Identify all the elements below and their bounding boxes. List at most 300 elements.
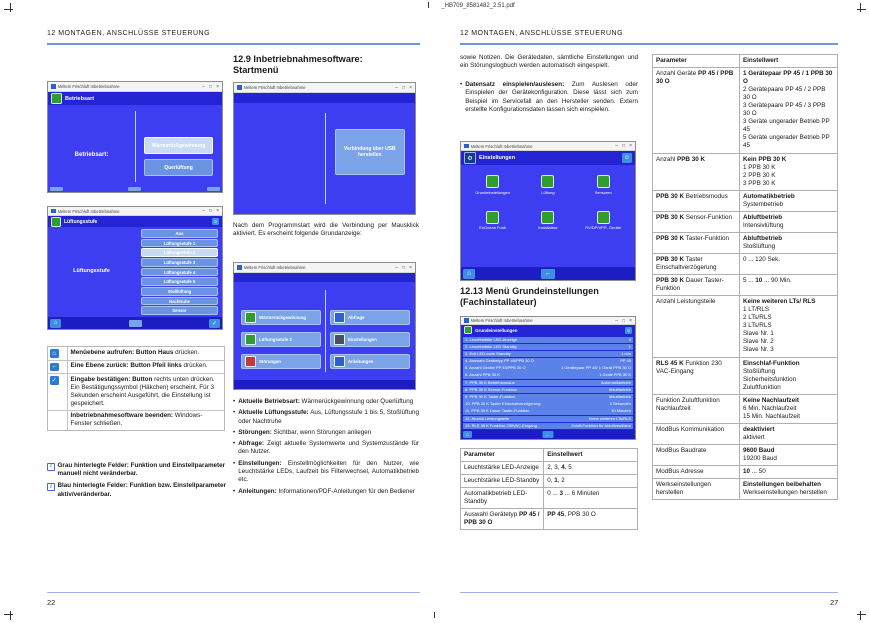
chapter-header: 12 MONTAGEN, ANSCHLÜSSE STEUERUNG	[460, 30, 624, 37]
value-line: 5 Geräte ungerader Betrieb PP 45	[742, 134, 830, 150]
parameter-cell: PPB 30 K Taster-Funktion	[653, 232, 740, 253]
value-line: Zuluftfunktion	[742, 383, 781, 391]
app-body	[461, 165, 635, 267]
page-number: 27	[830, 598, 839, 607]
value-line: Einstellungen beibehalten	[742, 481, 821, 489]
settings-grid-item	[520, 175, 575, 195]
home-menu-right	[330, 310, 410, 369]
screenshot-menu-button	[330, 332, 410, 347]
screenshot-button: Lüftungsstufe 3	[141, 258, 218, 267]
settings-table	[460, 448, 638, 530]
sensors-icon	[597, 175, 610, 188]
bullet-dot: •	[233, 409, 236, 417]
list-row-name: 9. PPB 30 K Taster-Funktion	[465, 394, 516, 399]
value-cell	[739, 253, 837, 274]
list-row-name: 7. PPB 30 K Betriebsmodus	[465, 379, 515, 385]
settings-table	[652, 54, 838, 500]
bullet-item	[460, 81, 638, 114]
value-line: Systembetrieb	[742, 200, 784, 208]
window-title: Meltem Frischluft Inbetriebnahme	[57, 208, 120, 214]
window-controls	[615, 318, 632, 324]
settings-grid-item	[465, 175, 520, 195]
minimize-icon: –	[202, 83, 206, 90]
list-row	[463, 401, 633, 408]
corner-tab	[128, 187, 141, 191]
table-header-row	[461, 449, 638, 462]
maximize-icon: □	[209, 83, 213, 90]
window-titlebar	[461, 142, 635, 151]
list-row-name: 4. Auswahl Gerätetyp PP 45/PPB 30 O	[465, 358, 534, 364]
middle-tab	[129, 320, 142, 327]
app-header-bar	[461, 325, 635, 335]
grid-item-label: EnOcean Funk	[479, 225, 506, 230]
document-icon	[334, 356, 345, 367]
parameter-cell: Anzahl Leistungsteile	[653, 296, 740, 357]
list-row	[463, 380, 633, 387]
list-row-value: 10 Minuten	[611, 408, 631, 414]
list-row-value: 1 Gerätepaar PP 45/ 1 Gerät PPB 30 O	[561, 365, 631, 371]
value-cell	[544, 475, 638, 488]
list-row-value: Automatikbetrieb	[600, 379, 631, 385]
legend-icon-cell	[48, 411, 68, 430]
screenshot-betriebsart-window	[47, 81, 223, 193]
table-row	[653, 190, 838, 211]
screenshot-button: Querlüftung	[144, 159, 213, 176]
parameter-cell: RLS 45 K Funktion 230 VAC-Eingang	[653, 357, 740, 394]
home-icon: ⌂	[50, 349, 59, 358]
value-line: PP 45, PPB 30 O	[547, 511, 596, 519]
screenshot-button: Nachtruhe	[141, 297, 218, 306]
close-icon: ×	[216, 208, 219, 214]
user-icon: ☺	[623, 155, 631, 161]
list-row	[463, 408, 633, 415]
legend-text: Inbetriebnahmesoftware beenden: Windows-Fenster schließen.	[70, 412, 203, 428]
usb-connect-button: Verbindung über USB herstellen	[335, 129, 406, 175]
manual-page-22	[47, 30, 420, 607]
window-titlebar	[48, 82, 222, 92]
info-note	[47, 482, 227, 498]
screenshot-menu-button	[241, 332, 321, 347]
window-controls	[202, 84, 219, 90]
bullet-dot: •	[233, 459, 236, 467]
info-notes	[47, 462, 227, 503]
value-cell	[739, 232, 837, 253]
close-icon: ×	[629, 317, 632, 324]
list-row-name: 8. PPB 30 K Sensor-Funktion	[465, 386, 518, 392]
table-header-cell: Einstellwert	[739, 55, 837, 68]
gear-icon: ⚙	[464, 152, 476, 164]
table-row	[653, 444, 838, 465]
app-window-icon	[237, 265, 242, 270]
parameter-cell: PPB 30 K Dauer Taster-Funktion	[653, 275, 740, 296]
list-row-name: 12. Anzahl Leistungsteile	[465, 415, 510, 421]
value-line: 2, 3, 4, 5	[547, 464, 572, 472]
arrow-left-icon: ←	[51, 363, 58, 371]
value-line: Keine weiteren LTs/ RLS	[742, 298, 816, 306]
value-cell	[739, 479, 837, 500]
app-window-icon	[237, 85, 242, 90]
installer-icon	[541, 211, 554, 224]
parameter-cell: ModBus Baudrate	[653, 444, 740, 465]
parameter-cell: PPB 30 K Sensor-Funktion	[653, 211, 740, 232]
value-cell	[739, 275, 837, 296]
grid-item-label: Grundeinstellungen	[475, 189, 510, 195]
value-cell	[544, 509, 638, 530]
value-cell	[739, 190, 837, 211]
table-row	[653, 68, 838, 153]
list-row	[463, 372, 633, 379]
legend-icon-cell	[48, 374, 68, 410]
value-line: 3 LTs/RLS	[742, 322, 772, 330]
list-row	[463, 387, 633, 394]
crop-mark	[10, 611, 11, 620]
window-controls	[615, 143, 632, 149]
minimize-icon: –	[615, 143, 619, 149]
table-row	[461, 462, 638, 475]
divider	[325, 290, 326, 372]
list-row-value: Abluftbetrieb	[608, 386, 631, 392]
value-cell	[739, 357, 837, 394]
button-legend-table	[47, 346, 225, 431]
menu-button-label: Einstellungen	[348, 337, 377, 342]
legend-row	[48, 361, 224, 375]
grid-item-label: RV/DP/VPP- Geräte	[585, 225, 622, 230]
enocean-icon	[486, 211, 499, 224]
grid-item-label: Lüftung	[541, 189, 555, 195]
screenshot-menu-button	[330, 310, 410, 325]
app-window-icon	[51, 209, 56, 214]
legend-row	[48, 411, 224, 430]
value-line: 10 ... 50	[742, 468, 766, 476]
bullet-item	[233, 440, 419, 457]
app-header-bar	[234, 273, 415, 282]
value-line: aktiviert	[742, 433, 765, 441]
screenshot-button: Lüftungsstufe 1	[141, 239, 218, 248]
app-body	[48, 105, 222, 192]
value-cell	[739, 68, 837, 153]
window-titlebar	[234, 263, 415, 273]
value-line: 0, 1, 2	[547, 477, 565, 485]
value-line: Werkseinstellungen herstellen	[742, 489, 827, 497]
bullet-item	[233, 429, 419, 437]
list-row-value: 1 Gerät PPB 30 K	[599, 372, 631, 378]
table-row	[461, 509, 638, 530]
list-row-name: 1. Leuchtstärke LED-Anzeige	[465, 336, 518, 342]
table-row	[653, 153, 838, 190]
table-row	[653, 394, 838, 423]
note-text: Blau hinterlegte Felder: Funktion bzw. Einstellparameter aktiv/veränderbar.	[57, 482, 226, 498]
basic-settings-icon	[486, 175, 499, 188]
table-row	[653, 357, 838, 394]
value-cell	[739, 394, 837, 423]
value-line: Einschlaf-Funktion	[742, 359, 800, 367]
screenshot-grundeinstellungen-window	[460, 316, 636, 440]
basic-settings-icon	[464, 326, 472, 334]
info-icon: i	[47, 463, 55, 471]
screenshot-button: Aus	[141, 229, 218, 238]
list-row-name: 5. Anzahl Geräte PP 45/PPB 30 O	[465, 365, 526, 371]
window-titlebar	[234, 83, 415, 93]
list-row-name: 11. PPB 30 K Dauer Taster-Funktion	[465, 408, 530, 414]
legend-text: Eingabe bestätigen: Button rechts unten drücken. Ein Bestätigungssymbol (Häkchen) erscheint. Für 3 Sekunden erscheint Ausgeführt, die Einstellung ist gespeichert.	[70, 375, 215, 408]
table-row	[653, 232, 838, 253]
value-cell	[739, 423, 837, 444]
value-line: Abluftbetrieb	[742, 213, 783, 221]
value-line: Sicherheitsfunktion	[742, 375, 797, 383]
window-titlebar	[461, 317, 635, 325]
app-header-bar	[48, 92, 222, 105]
app-header-bar	[234, 93, 415, 103]
footer-rule	[460, 592, 838, 593]
crop-mark	[857, 9, 866, 10]
bullet-item	[233, 409, 419, 426]
value-cell	[739, 466, 837, 479]
crop-mark	[4, 9, 13, 10]
betriebsart-label: Betriebsart:	[74, 151, 109, 158]
installer-settings-table	[652, 54, 838, 500]
list-row-name: 2. Leuchtstärke LED Standby	[465, 343, 518, 349]
app-title: Betriebsart	[65, 95, 95, 102]
maximize-icon: □	[209, 208, 213, 214]
close-icon: ×	[629, 143, 632, 149]
list-row-name: 3. Exit LED-code Standby	[465, 350, 511, 356]
settings-grid-item	[520, 211, 575, 231]
value-line: Stoßlüftung	[742, 367, 776, 375]
corner-tab	[50, 187, 63, 191]
window-title: Meltem Frischluft Inbetriebnahme	[243, 85, 306, 90]
maximize-icon: □	[622, 317, 626, 324]
table-header-cell: Parameter	[461, 449, 544, 462]
legend-text: Menüebene aufrufen: Button Haus drücken.	[70, 348, 200, 356]
stufen-buttons	[141, 229, 218, 315]
fan-stage-icon	[245, 334, 256, 345]
value-line: Intensivlüftung	[742, 221, 784, 229]
bullet-text: Abfrage: Zeigt aktuelle Systemwerte und Systemzustände für den Nutzer.	[238, 440, 419, 456]
crop-mark	[860, 611, 861, 620]
header-rule	[460, 43, 838, 45]
info-icon: i	[47, 483, 55, 491]
table-row	[653, 423, 838, 444]
list-row-value: PP 45	[620, 358, 631, 364]
app-title: Einstellungen	[479, 155, 516, 161]
screenshot-button: Lüftungsstufe 5	[141, 277, 218, 286]
app-body	[234, 282, 415, 380]
list-row-value: 1	[628, 343, 631, 349]
table-header-row	[653, 55, 838, 68]
value-cell	[739, 296, 837, 357]
window-title: Meltem Frischluft Inbetriebnahme	[470, 318, 533, 323]
legend-row	[48, 347, 224, 361]
grid-item-label: Installateur	[538, 225, 558, 230]
bullet-dot: •	[233, 440, 236, 448]
meltem-app-icon	[51, 217, 61, 227]
screenshot-menu-button	[241, 354, 321, 369]
bullet-dot: •	[233, 487, 236, 495]
value-cell	[739, 153, 837, 190]
divider	[135, 111, 136, 182]
table-row	[461, 475, 638, 488]
pdf-file-title: _HB709_8581482_2.51.pdf	[441, 3, 515, 9]
legend-row	[48, 374, 224, 411]
footer-rule	[47, 592, 420, 593]
crop-mark	[10, 3, 11, 12]
lueftungsstufe-label: Lüftungsstufe	[73, 268, 110, 275]
menu-button-label: Abfrage	[348, 315, 365, 320]
screenshot-menu-button	[330, 354, 410, 369]
bullet-item	[233, 488, 419, 496]
minimize-icon: –	[395, 84, 399, 91]
parameter-cell: Leuchtstärke LED-Anzeige	[461, 462, 544, 475]
app-window-icon	[51, 84, 56, 89]
settings-grid-item	[465, 211, 520, 231]
app-title: Grundeinstellungen	[475, 327, 518, 333]
parameter-cell: PPB 30 K Taster Einschaltverzögerung	[653, 253, 740, 274]
value-line: 1 Gerätepaar PP 45 / 1 PPB 30 O	[742, 70, 833, 86]
list-row-name: 6. Anzahl PPB 30 K	[465, 372, 500, 378]
minimize-icon: –	[395, 264, 399, 271]
window-title: Meltem Frischluft Inbetriebnahme	[243, 265, 306, 270]
screenshot-usb-connect-window	[233, 82, 416, 215]
value-line: 5 ... 10 ... 90 Min.	[742, 277, 792, 285]
section-heading-12-13: 12.13 Menü Grundeinstellungen (Fachinstallateur)	[460, 286, 599, 308]
paragraph-geraetedaten: sowie Notizen. Die Gerätedaten, sämtliche Einstellungen und ein Störungslogbuch werden automatisch eingespielt.	[460, 54, 638, 70]
note-text: Grau hinterlegte Felder: Funktion und Einstellparameter manuell nicht veränderbar.	[57, 462, 226, 478]
screenshot-button: Stoßlüftung	[141, 287, 218, 296]
bullet-text: Aktuelle Betriebsart: Wärmerückgewinnung oder Querlüftung	[238, 398, 414, 405]
home-icon: ⌂	[50, 319, 61, 328]
app-bottom-bar	[234, 380, 415, 389]
close-icon: ×	[216, 83, 219, 90]
screenshot-einstellungen-window	[460, 141, 636, 281]
value-line: deaktiviert	[742, 425, 775, 433]
bullet-text: Störungen: Sichtbar, wenn Störungen anliegen	[238, 428, 372, 436]
parameter-cell: ModBus Adresse	[653, 466, 740, 479]
window-controls	[395, 265, 412, 271]
table-row	[653, 253, 838, 274]
app-window-icon	[464, 318, 469, 323]
maximize-icon: □	[402, 84, 406, 91]
app-header-bar	[48, 216, 222, 227]
settings-grid-item	[576, 211, 631, 231]
parameter-cell: Leuchtstärke LED-Standby	[461, 475, 544, 488]
user-icon: ☺	[626, 327, 631, 333]
parameter-cell: Auswahl Gerätetyp PP 45 / PPB 30 O	[461, 509, 544, 530]
window-title: Meltem Frischluft Inbetriebnahme	[57, 84, 120, 89]
parameter-cell: Funktion Zuluftfunktion Nachlaufzeit	[653, 394, 740, 423]
list-row	[463, 337, 633, 344]
page-number: 22	[47, 598, 56, 607]
value-line: 2 PPB 30 K	[742, 171, 776, 179]
list-row-value: 0 Sekunden	[609, 401, 631, 407]
home-menu-left	[241, 310, 321, 369]
menu-button-label: Wärmerückgewinnung	[259, 315, 307, 320]
table-row	[653, 296, 838, 357]
back-icon: ←	[541, 269, 555, 279]
value-line: Slave Nr. 2	[742, 338, 774, 346]
value-line: 1 LT/RLS	[742, 306, 770, 314]
section-heading-12-9: 12.9 Inbetriebnahmesoftware: Startmenü	[233, 54, 363, 76]
confirm-icon: ✓	[209, 319, 220, 328]
value-line: 0 ... 3 ... 6 Minuten	[547, 490, 600, 498]
settings-list	[461, 335, 635, 430]
list-row-name: 10. PPB 30 K Taster Einschaltverzögerung	[465, 401, 541, 407]
list-row	[463, 344, 633, 351]
value-line: Kein PPB 30 K	[742, 155, 787, 163]
list-row-value: Zuluft-Funktion für Abluftventilator	[571, 422, 631, 428]
grid-item-label: Sensoren	[594, 189, 612, 195]
table-row	[653, 211, 838, 232]
value-line: Abluftbetrieb	[742, 234, 783, 242]
bullet-text: Datensatz einspielen/auslesen: Zum Auslesen oder Einspielen der Gerätekonfiguration. Diese lässt sich zum Beispiel im Servicefall an den Hersteller senden. Extern erstellte Konfigurationsdaten lassen sich einspielen.	[465, 81, 638, 113]
list-row	[463, 423, 633, 430]
crop-mark	[857, 614, 866, 615]
bullet-item	[233, 460, 419, 485]
chapter-header: 12 MONTAGEN, ANSCHLÜSSE STEUERUNG	[47, 30, 211, 37]
bullet-dot: •	[233, 428, 236, 436]
app-header-bar	[461, 151, 635, 165]
info-list-icon	[334, 312, 345, 323]
paragraph-programmstart: Nach dem Programmstart wird die Verbindung per Mausklick aktiviert. Es erscheint folgende Grundanzeige:	[233, 222, 419, 238]
app-bottom-bar	[461, 430, 635, 439]
table-row	[653, 275, 838, 296]
list-row-value: Keine weiteren LTs/RLS	[588, 415, 631, 421]
value-cell	[739, 211, 837, 232]
maximize-icon: □	[622, 143, 626, 149]
legend-icon-cell	[48, 347, 68, 360]
crop-mark	[4, 614, 13, 615]
info-note	[47, 462, 227, 478]
parameter-cell: Anzahl Geräte PP 45 / PPB 30 O	[653, 68, 740, 153]
parameter-cell: PPB 30 K Betriebsmodus	[653, 190, 740, 211]
parameter-cell: ModBus Kommunikation	[653, 423, 740, 444]
bullet-dot: •	[460, 81, 463, 88]
table-row	[653, 466, 838, 479]
app-bottom-bar	[461, 267, 635, 280]
list-row	[463, 365, 633, 372]
value-cell	[739, 444, 837, 465]
minimize-icon: –	[202, 208, 206, 214]
screenshot-button: Wärmerückgewinnung	[144, 137, 213, 154]
list-row	[463, 358, 633, 365]
value-line: 3 PPB 30 K	[742, 179, 776, 187]
table-row	[461, 488, 638, 509]
value-cell	[544, 488, 638, 509]
home-icon: ⌂	[463, 269, 475, 279]
app-window-icon	[464, 144, 469, 149]
heat-recovery-icon	[245, 312, 256, 323]
betriebsart-buttons	[144, 137, 213, 176]
value-line: 2 Gerätepaare PP 45 / 2 PPB 30 O	[742, 86, 826, 102]
value-line: Stoßlüftung	[742, 242, 776, 250]
check-icon: ✓	[51, 377, 57, 385]
value-line: 6 Min. Nachlaufzeit	[742, 404, 797, 412]
datensatz-bullet	[460, 81, 638, 117]
table-row	[653, 479, 838, 500]
close-icon: ×	[409, 84, 412, 91]
menu-button-label: Anleitungen	[348, 359, 374, 364]
bullet-text: Anleitungen: Informationen/PDF-Anleitungen für den Bediener	[238, 487, 415, 495]
feature-bullets	[233, 398, 419, 499]
gear-icon	[334, 334, 345, 345]
bullet-text: Einstellungen: Einstellmöglichkeiten für den Nutzer, wie Leuchtstärke LEDs, Laufzeit bis Filterwechsel, Automatikbetrieb etc.	[238, 459, 419, 484]
menu-button-label: Störungen	[259, 359, 281, 364]
screenshot-button: Lüftungsstufe 4	[141, 268, 218, 277]
value-line: Keine Nachlaufzeit	[742, 396, 799, 404]
bullet-item	[233, 398, 419, 406]
value-line: 9600 Baud	[742, 446, 775, 454]
menu-button-label: Lüftungsstufe 2	[259, 337, 292, 342]
table-header-cell: Parameter	[653, 55, 740, 68]
